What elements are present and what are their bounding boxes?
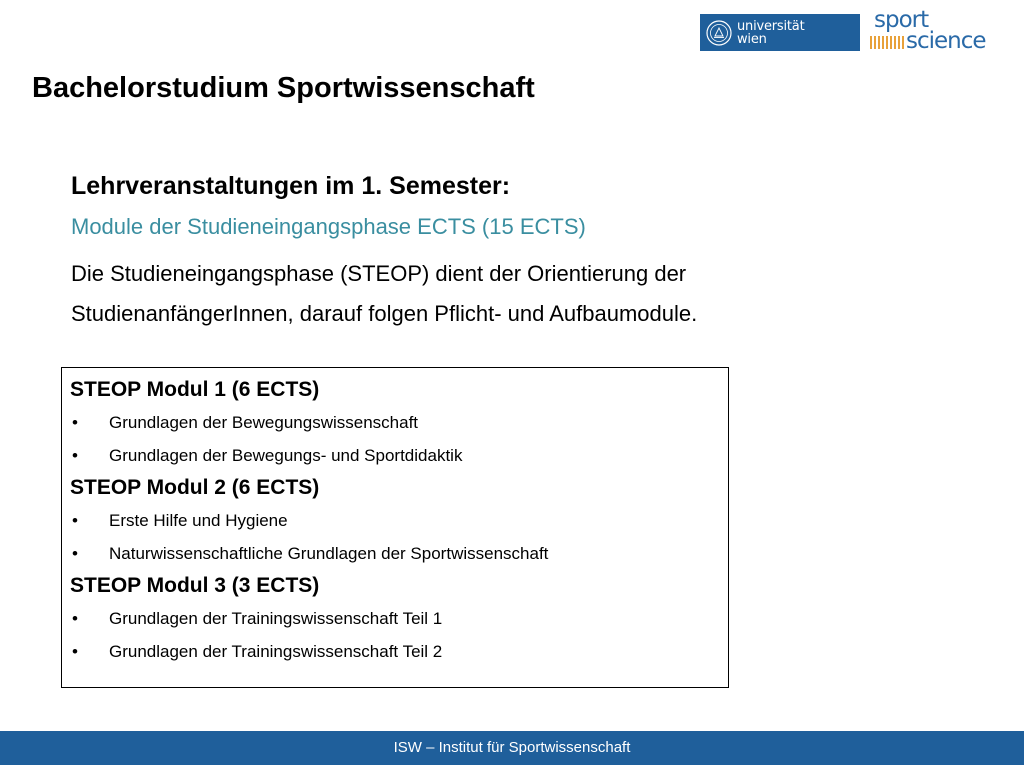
sport-science-logo-sport: sport: [874, 7, 929, 33]
bullet-icon: •: [72, 544, 78, 563]
course-label: Grundlagen der Trainingswissenschaft Teil 1: [109, 609, 443, 628]
bullet-icon: •: [72, 511, 78, 530]
description-line-1: Die Studieneingangsphase (STEOP) dient der Orientierung der: [71, 261, 687, 286]
footer-text: ISW – Institut für Sportwissenschaft: [393, 739, 631, 756]
steop-modules-summary: Module der Studieneingangsphase ECTS (15 ECTS): [71, 214, 586, 239]
university-name: [737, 20, 804, 46]
course-item: [70, 406, 728, 439]
university-logo: [700, 14, 860, 51]
sport-science-logo-science: science: [906, 28, 986, 54]
sport-science-logo: [868, 9, 988, 55]
course-label: Naturwissenschaftliche Grundlagen der Sportwissenschaft: [109, 544, 549, 563]
course-item: [70, 602, 728, 635]
course-item: [70, 504, 728, 537]
module-title: STEOP Modul 2 (6 ECTS): [70, 476, 320, 499]
module-title: STEOP Modul 1 (6 ECTS): [70, 378, 320, 401]
course-label: Grundlagen der Bewegungswissenschaft: [109, 413, 419, 432]
bullet-icon: •: [72, 609, 78, 628]
sport-bars-icon: [870, 35, 906, 49]
university-seal-icon: [706, 20, 732, 46]
footer-bar: [0, 731, 1024, 765]
university-name-line1: universität: [737, 18, 805, 34]
course-item: [70, 537, 728, 570]
course-label: Erste Hilfe und Hygiene: [109, 511, 288, 530]
bullet-icon: •: [72, 642, 78, 661]
bullet-icon: •: [72, 413, 78, 432]
semester-heading: Lehrveranstaltungen im 1. Semester:: [71, 172, 511, 200]
bullet-icon: •: [72, 446, 78, 465]
slide-title: Bachelorstudium Sportwissenschaft: [32, 72, 535, 104]
course-label: Grundlagen der Bewegungs- und Sportdidaktik: [109, 446, 463, 465]
description-line-2: StudienanfängerInnen, darauf folgen Pflicht- und Aufbaumodule.: [71, 301, 698, 326]
course-label: Grundlagen der Trainingswissenschaft Teil 2: [109, 642, 443, 661]
module-3: [70, 570, 728, 668]
steop-description: [71, 254, 697, 334]
course-item: [70, 439, 728, 472]
steop-module-box: [61, 367, 729, 688]
module-2: [70, 472, 728, 570]
module-1: [70, 374, 728, 472]
module-title: STEOP Modul 3 (3 ECTS): [70, 574, 320, 597]
course-item: [70, 635, 728, 668]
university-name-line2: wien: [737, 31, 767, 47]
